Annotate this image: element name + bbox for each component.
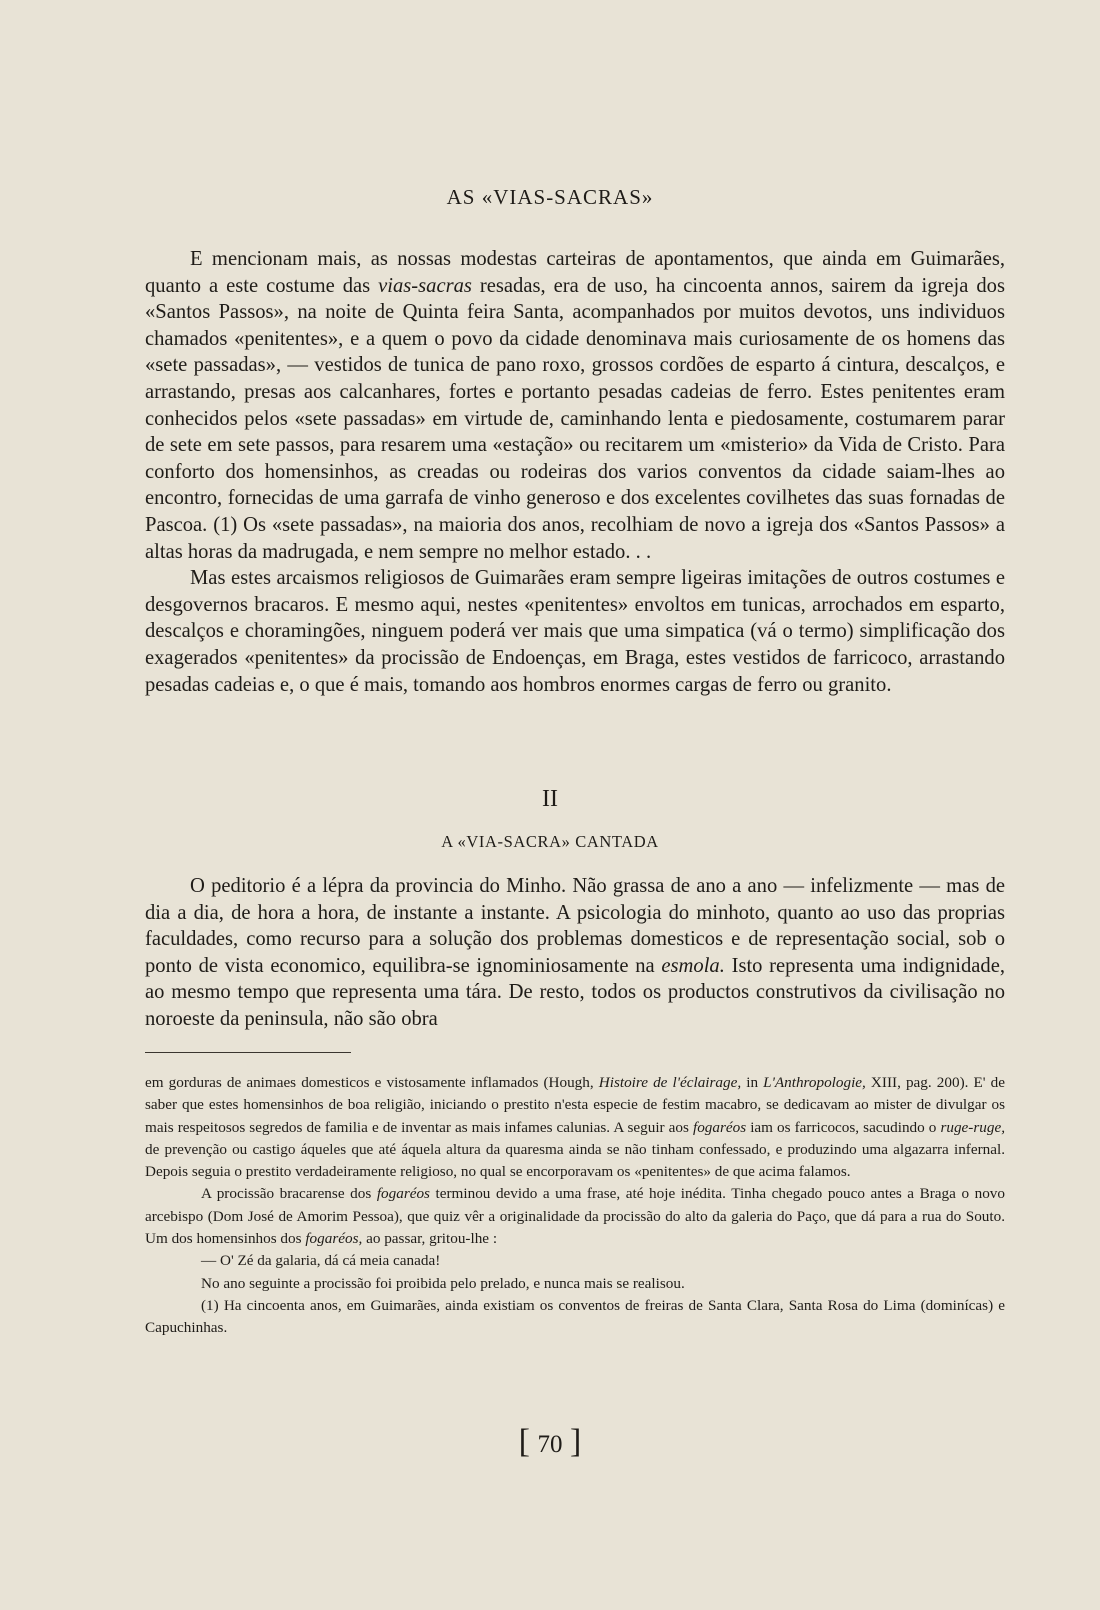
paragraph-2: Mas estes arcaismos religiosos de Guimarães eram sempre ligeiras imitações de outros costumes e desgovernos bracaros. E mesmo aqui, nestes «penitentes» envoltos em tunicas, arrochados em esparto, descalços e choramingões, ninguem poderá ver mais que uma simpatica (vá o termo) simplificação dos exagerados «penitentes» da procissão de Endoenças, em Braga, estes vestidos de farricoco, arrastando pesadas cadeias e, o que é mais, tomando aos hombros enormes cargas de ferro ou granito.: [145, 567, 1005, 696]
footnote-quote: — O' Zé da galaria, dá cá meia canada!: [201, 1252, 441, 1270]
footnote-paragraph: A procissão bracarense dos fogaréos terminou devido a uma frase, até hoje inédita. Tinha chegado pouco antes a Braga o novo arcebispo (Dom José de Amorim Pessoa), que quiz vêr a originalidade da procissão do alto da galeria do Paço, que dá para a rua do Souto. Um dos homensinhos dos fogaréos, ao passar, gritou-lhe :: [145, 1185, 1005, 1248]
footnote-paragraph: No ano seguinte a procissão foi proibida pelo prelado, e nunca mais se realisou.: [201, 1274, 685, 1292]
italic-term: vias-sacras: [378, 274, 472, 297]
footnote-1: (1) Ha cincoenta anos, em Guimarães, ainda existiam os conventos de freiras de Santa Clara, Santa Rosa do Lima (dominícas) e Capuchinhas.: [145, 1296, 1005, 1337]
footnote-continued: em gorduras de animaes domesticos e vistosamente inflamados (Hough, Histoire de l'éclairage, in L'Anthropologie, XIII, pag. 200). E' de saber que estes homensinhos de boa religião, iniciando o prestito n'esta especie de festim macabro, se dedicavam ao mister de divulgar os mais respeitosos segredos de familia e de inventar as mais infames calunias. A seguir aos fogaréos iam os farricocos, sacudindo o ruge-ruge, de prevenção ou castigo áqueles que até áquela altura da quaresma ainda se não tinham confessado, e produzindo uma algazarra infernal. Depois seguia o prestito verdadeiramente religioso, no qual se encorporavam os «penitentes» de que acima falamos.: [145, 1074, 1005, 1181]
footnote-divider: [145, 1052, 351, 1053]
paragraph-1: E mencionam mais, as nossas modestas carteiras de apontamentos, que ainda em Guimarães, quanto a este costume das vias-sacras resadas, era de uso, ha cincoenta annos, sairem da igreja dos «Santos Passos», na noite de Quinta feira Santa, acompanhados por muitos devotos, uns individuos chamados «penitentes», e a quem o povo da cidade denominava mais curiosamente de os homens das «sete passadas», — vestidos de tunica de pano roxo, grossos cordões de esparto á cintura, descalços, e arrastando, presas aos calcanhares, fortes e portanto pesadas cadeias de ferro. Estes penitentes eram conhecidos pelos «sete passadas» em virtude de, caminhando lenta e piedosamente, costumarem parar de sete em sete passos, para resarem uma «estação» ou recitarem um «misterio» da Vida de Cristo. Para conforto dos homensinhos, as creadas ou rodeiras dos varios conventos da cidade saiam-lhes ao encontro, fornecidas de uma garrafa de vinho generoso e dos excelentes covilhetes das suas fornadas de Pascoa. (1) Os «sete passadas», na maioria dos anos, recolhiam de novo a igreja dos «Santos Passos» a altas horas da madrugada, e nem sempre no melhor estado. . .: [145, 248, 1005, 563]
running-head: AS «VIAS-SACRAS»: [446, 185, 654, 209]
section-number: II: [542, 786, 558, 812]
main-text: [145, 246, 1005, 698]
footnotes: [145, 1072, 1005, 1340]
page-number: [ 70 ]: [518, 1423, 582, 1460]
section-title: A «VIA-SACRA» CANTADA: [441, 832, 659, 851]
paragraph-3: O peditorio é a lépra da provincia do Minho. Não grassa de ano a ano — infelizmente — mas de dia a dia, de hora a hora, de instante a instante. A psicologia do minhoto, quanto ao uso das proprias faculdades, como recurso para a solução dos problemas domesticos e de representação social, sob o ponto de vista economico, equilibra-se ignominiosamente na esmola. Isto representa uma indignidade, ao mesmo tempo que representa uma tára. De resto, todos os productos construtivos da civilisação no noroeste da peninsula, não são obra: [145, 875, 1005, 1030]
section-text: [145, 873, 1005, 1033]
italic-term: esmola.: [661, 954, 725, 977]
